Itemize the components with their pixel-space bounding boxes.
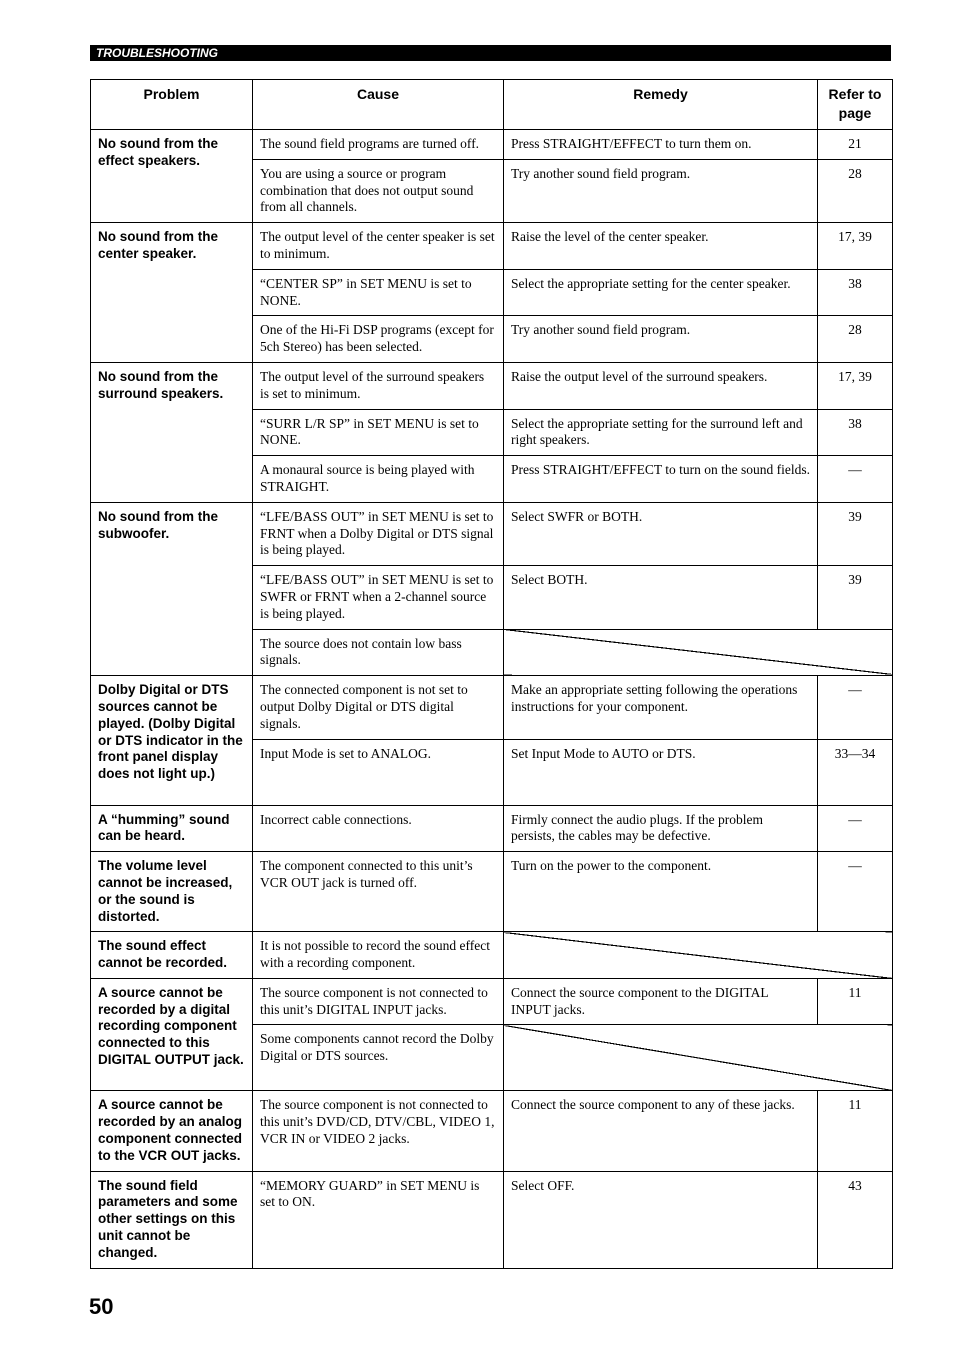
remedy-cell: Make an appropriate setting following the operations instructions for your component. xyxy=(504,676,818,739)
problem-cell: The sound effect cannot be recorded. xyxy=(91,932,253,979)
section-label: TROUBLESHOOTING xyxy=(96,46,218,60)
remedy-cell: Connect the source component to any of these jacks. xyxy=(504,1091,818,1171)
table-row xyxy=(91,852,893,932)
cause-cell: A monaural source is being played with STRAIGHT. xyxy=(253,456,504,503)
problem-cell: A “humming” sound can be heard. xyxy=(91,805,253,852)
problem-cell: No sound from the center speaker. xyxy=(91,223,253,363)
page-ref-cell: 28 xyxy=(818,159,893,222)
cause-cell: The component connected to this unit’s VCR OUT jack is turned off. xyxy=(253,852,504,932)
table-header-row xyxy=(91,80,893,130)
table-row xyxy=(91,676,893,739)
cause-cell: The output level of the surround speakers is set to minimum. xyxy=(253,362,504,409)
page-ref-cell: 17, 39 xyxy=(818,223,893,270)
cause-cell: You are using a source or program combination that does not output sound from all channels. xyxy=(253,159,504,222)
page-ref-cell: 39 xyxy=(818,502,893,565)
remedy-cell: Select SWFR or BOTH. xyxy=(504,502,818,565)
cause-cell: The source component is not connected to this unit’s DVD/CD, DTV/CBL, VIDEO 1, VCR IN or VIDEO 2 jacks. xyxy=(253,1091,504,1171)
column-header-refer-to-page: Refer to page xyxy=(818,80,893,130)
problem-cell: No sound from the effect speakers. xyxy=(91,130,253,223)
not-applicable-diagonal-cell xyxy=(504,1025,893,1091)
remedy-cell: Raise the output level of the surround speakers. xyxy=(504,362,818,409)
page-ref-cell: 21 xyxy=(818,130,893,160)
cause-cell: Input Mode is set to ANALOG. xyxy=(253,739,504,805)
page-ref-cell: 11 xyxy=(818,978,893,1025)
page-ref-cell: 11 xyxy=(818,1091,893,1171)
table-row xyxy=(91,805,893,852)
cause-cell: The connected component is not set to output Dolby Digital or DTS digital signals. xyxy=(253,676,504,739)
remedy-cell: Select OFF. xyxy=(504,1171,818,1268)
page-ref-cell: 38 xyxy=(818,269,893,316)
cause-cell: “LFE/BASS OUT” in SET MENU is set to FRNT when a Dolby Digital or DTS signal is being played. xyxy=(253,502,504,565)
cause-cell: Incorrect cable connections. xyxy=(253,805,504,852)
cause-cell: “LFE/BASS OUT” in SET MENU is set to SWFR or FRNT when a 2-channel source is being played. xyxy=(253,566,504,629)
section-header-bar xyxy=(90,45,891,61)
cause-cell: It is not possible to record the sound effect with a recording component. xyxy=(253,932,504,979)
page-ref-cell: 38 xyxy=(818,409,893,456)
table-row xyxy=(91,502,893,565)
page-ref-cell: — xyxy=(818,805,893,852)
page-ref-cell: 33—34 xyxy=(818,739,893,805)
remedy-cell: Turn on the power to the component. xyxy=(504,852,818,932)
cause-cell: One of the Hi-Fi DSP programs (except for 5ch Stereo) has been selected. xyxy=(253,316,504,363)
page-ref-cell: — xyxy=(818,676,893,739)
cause-cell: “MEMORY GUARD” in SET MENU is set to ON. xyxy=(253,1171,504,1268)
cause-cell: Some components cannot record the Dolby Digital or DTS sources. xyxy=(253,1025,504,1091)
problem-cell: Dolby Digital or DTS sources cannot be played. (Dolby Digital or DTS indicator in the front panel display does not light up.) xyxy=(91,676,253,805)
cause-cell: The source does not contain low bass signals. xyxy=(253,629,504,676)
page-ref-cell: 17, 39 xyxy=(818,362,893,409)
problem-cell: The sound field parameters and some other settings on this unit cannot be changed. xyxy=(91,1171,253,1268)
cause-cell: The output level of the center speaker is set to minimum. xyxy=(253,223,504,270)
remedy-cell: Connect the source component to the DIGITAL INPUT jacks. xyxy=(504,978,818,1025)
column-header-cause: Cause xyxy=(253,80,504,130)
problem-cell: No sound from the subwoofer. xyxy=(91,502,253,675)
cause-cell: The sound field programs are turned off. xyxy=(253,130,504,160)
not-applicable-diagonal-cell xyxy=(504,629,893,676)
problem-cell: A source cannot be recorded by a digital recording component connected to this DIGITAL OUTPUT jack. xyxy=(91,978,253,1091)
problem-cell: No sound from the surround speakers. xyxy=(91,362,253,502)
table-row xyxy=(91,130,893,160)
not-applicable-diagonal-cell xyxy=(504,932,893,979)
page-ref-cell: 28 xyxy=(818,316,893,363)
remedy-cell: Press STRAIGHT/EFFECT to turn them on. xyxy=(504,130,818,160)
remedy-cell: Firmly connect the audio plugs. If the problem persists, the cables may be defective. xyxy=(504,805,818,852)
remedy-cell: Try another sound field program. xyxy=(504,316,818,363)
remedy-cell: Raise the level of the center speaker. xyxy=(504,223,818,270)
page-ref-cell: 43 xyxy=(818,1171,893,1268)
troubleshooting-table xyxy=(90,79,893,1269)
table-row xyxy=(91,978,893,1025)
table-row xyxy=(91,362,893,409)
table-row xyxy=(91,223,893,270)
page-ref-cell: 39 xyxy=(818,566,893,629)
problem-cell: A source cannot be recorded by an analog component connected to the VCR OUT jacks. xyxy=(91,1091,253,1171)
table-row xyxy=(91,1171,893,1268)
column-header-remedy: Remedy xyxy=(504,80,818,130)
table-row xyxy=(91,1091,893,1171)
cause-cell: “CENTER SP” in SET MENU is set to NONE. xyxy=(253,269,504,316)
remedy-cell: Try another sound field program. xyxy=(504,159,818,222)
remedy-cell: Select the appropriate setting for the center speaker. xyxy=(504,269,818,316)
remedy-cell: Select BOTH. xyxy=(504,566,818,629)
remedy-cell: Press STRAIGHT/EFFECT to turn on the sound fields. xyxy=(504,456,818,503)
column-header-problem: Problem xyxy=(91,80,253,130)
cause-cell: “SURR L/R SP” in SET MENU is set to NONE. xyxy=(253,409,504,456)
table-row xyxy=(91,932,893,979)
page-ref-cell: — xyxy=(818,852,893,932)
remedy-cell: Set Input Mode to AUTO or DTS. xyxy=(504,739,818,805)
remedy-cell: Select the appropriate setting for the surround left and right speakers. xyxy=(504,409,818,456)
page-ref-cell: — xyxy=(818,456,893,503)
page-number: 50 xyxy=(89,1294,114,1319)
problem-cell: The volume level cannot be increased, or the sound is distorted. xyxy=(91,852,253,932)
cause-cell: The source component is not connected to this unit’s DIGITAL INPUT jacks. xyxy=(253,978,504,1025)
